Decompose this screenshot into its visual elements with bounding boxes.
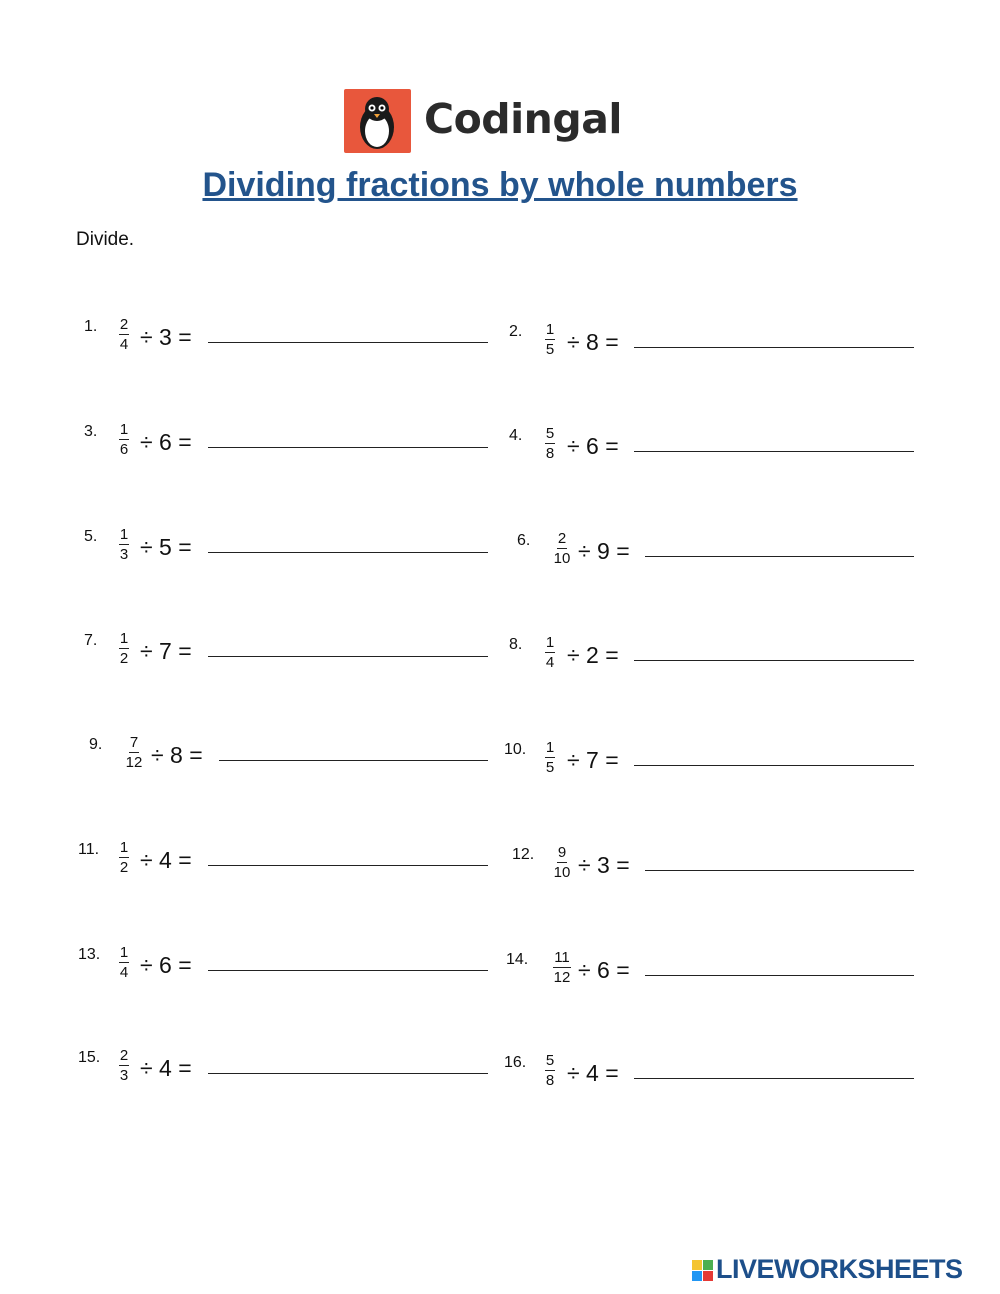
fraction-denominator: 2 <box>119 859 129 876</box>
fraction-denominator: 4 <box>119 964 129 981</box>
division-expression: ÷ 3 = <box>140 324 192 350</box>
fraction <box>552 845 572 880</box>
answer-input[interactable] <box>634 347 914 348</box>
fraction-numerator: 2 <box>119 316 129 333</box>
fraction-numerator: 11 <box>554 949 570 966</box>
division-expression: ÷ 6 = <box>567 433 619 459</box>
fraction-numerator: 2 <box>557 530 567 547</box>
fraction <box>540 1053 560 1088</box>
instruction-text: Divide. <box>76 229 135 250</box>
fraction-denominator: 2 <box>119 650 129 667</box>
worksheet-title: Dividing fractions by whole numbers <box>202 166 798 204</box>
problem-number: 8. <box>509 636 523 653</box>
penguin-icon <box>344 89 411 153</box>
problem-number: 11. <box>78 841 100 858</box>
division-expression: ÷ 5 = <box>140 534 192 560</box>
fraction-numerator: 7 <box>129 734 139 751</box>
answer-input[interactable] <box>634 765 914 766</box>
problem-number: 13. <box>78 946 101 963</box>
problem-4 <box>0 425 1000 481</box>
problem-number: 1. <box>84 318 98 335</box>
fraction-denominator: 6 <box>119 441 129 458</box>
fraction-denominator: 10 <box>553 864 571 881</box>
problem-number: 2. <box>509 323 523 340</box>
fraction-numerator: 5 <box>545 425 555 442</box>
division-expression: ÷ 3 = <box>578 852 630 878</box>
answer-input[interactable] <box>634 451 914 452</box>
problem-number: 14. <box>506 951 529 968</box>
brand-name: Codingal <box>424 95 622 143</box>
fraction-denominator: 8 <box>545 1072 555 1089</box>
fraction-denominator: 4 <box>545 654 555 671</box>
division-expression: ÷ 4 = <box>140 1055 192 1081</box>
division-expression: ÷ 6 = <box>140 429 192 455</box>
fraction <box>540 740 560 775</box>
fraction-denominator: 4 <box>119 336 129 353</box>
problem-number: 16. <box>504 1054 527 1071</box>
fraction-denominator: 3 <box>119 1067 129 1084</box>
problem-number: 7. <box>84 632 98 649</box>
fraction-denominator: 3 <box>119 546 129 563</box>
division-expression: ÷ 4 = <box>567 1060 619 1086</box>
fraction <box>552 950 572 985</box>
fraction-numerator: 5 <box>545 1052 555 1069</box>
division-expression: ÷ 6 = <box>140 952 192 978</box>
division-expression: ÷ 7 = <box>140 638 192 664</box>
answer-input[interactable] <box>634 1078 914 1079</box>
problem-10 <box>0 739 1000 795</box>
division-expression: ÷ 7 = <box>567 747 619 773</box>
fraction-numerator: 1 <box>119 944 129 961</box>
fraction-numerator: 1 <box>545 321 555 338</box>
problem-6 <box>0 530 1000 586</box>
division-expression: ÷ 8 = <box>151 742 203 768</box>
division-expression: ÷ 6 = <box>578 957 630 983</box>
answer-input[interactable] <box>645 975 914 976</box>
fraction-numerator: 9 <box>557 844 567 861</box>
problem-number: 10. <box>504 741 527 758</box>
fraction-numerator: 2 <box>119 1047 129 1064</box>
division-expression: ÷ 8 = <box>567 329 619 355</box>
fraction-numerator: 1 <box>545 739 555 756</box>
fraction-denominator: 8 <box>545 445 555 462</box>
problem-number: 6. <box>517 532 531 549</box>
problem-8 <box>0 634 1000 690</box>
fraction-numerator: 1 <box>119 630 129 647</box>
problem-number: 9. <box>89 736 103 753</box>
liveworksheets-icon <box>692 1260 714 1282</box>
codingal-logo <box>344 89 622 155</box>
problem-2 <box>0 321 1000 377</box>
fraction-numerator: 1 <box>545 634 555 651</box>
division-expression: ÷ 9 = <box>578 538 630 564</box>
problem-number: 3. <box>84 423 98 440</box>
fraction-denominator: 5 <box>545 341 555 358</box>
answer-input[interactable] <box>645 870 914 871</box>
fraction <box>540 426 560 461</box>
fraction-denominator: 5 <box>545 759 555 776</box>
fraction-numerator: 1 <box>119 421 129 438</box>
fraction <box>540 322 560 357</box>
problem-number: 12. <box>512 846 535 863</box>
division-expression: ÷ 4 = <box>140 847 192 873</box>
answer-input[interactable] <box>645 556 914 557</box>
fraction <box>540 635 560 670</box>
answer-input[interactable] <box>634 660 914 661</box>
problem-number: 15. <box>78 1049 101 1066</box>
fraction <box>552 531 572 566</box>
division-expression: ÷ 2 = <box>567 642 619 668</box>
problem-number: 5. <box>84 528 98 545</box>
fraction-denominator: 12 <box>553 969 571 986</box>
problem-number: 4. <box>509 427 523 444</box>
fraction-numerator: 1 <box>119 839 129 856</box>
fraction-denominator: 12 <box>125 754 143 771</box>
fraction-numerator: 1 <box>119 526 129 543</box>
fraction-denominator: 10 <box>553 550 571 567</box>
liveworksheets-brand: LIVEWORKSHEETS <box>716 1254 963 1284</box>
